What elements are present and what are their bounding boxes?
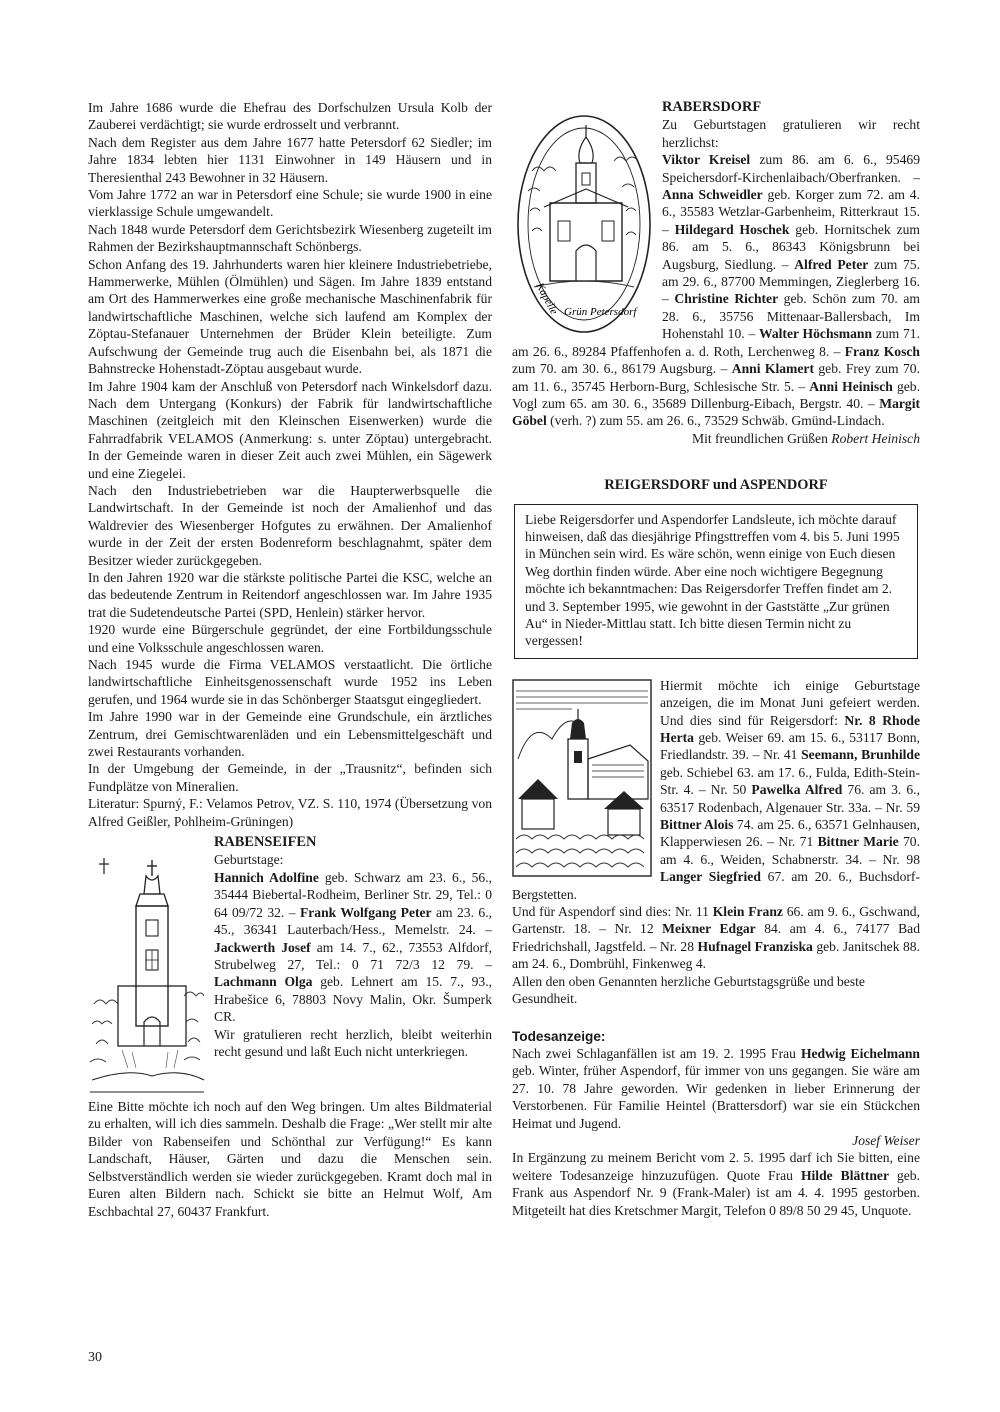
entry-details: zum 71. am 26. 6., 89284 Pfaffenhofen a. d. Roth, Lerchenweg 8. – [512,326,920,359]
obituary-text-start: Nach zwei Schlaganfällen ist am 19. 2. 1995 Frau [512,1045,801,1061]
signature-name: Josef Weiser [852,1132,920,1148]
person-name: Margit Göbel [512,395,920,429]
reigersdorf-intro: Hiermit möchte ich einige Geburtstage anzeigen, die im Monat Juni gefeiert werden. Und dies sind für Reigersdorf: [660,677,920,728]
person-name: Seemann, Brunhilde [801,747,920,763]
person-name: Hannich Adolfine [214,869,319,885]
person-name: Franz Kosch [844,343,920,359]
paragraph: Nach den Industriebetrieben war die Haupterwerbsquelle die Landwirtschaft. In der Gemeinde ist noch der Amalienhof und das Waldrevier des Wiesenberger Hofgutes zu erwähnen. Der Amalienhof wurde in der Zeit der ersten Bodenreform beschlagnahmt, später dem Besitzer wieder zurückgegeben. [88,482,492,568]
entry-details: 74. am 25. 6., 63571 Gelnhausen, Klapperwiesen 26. – Nr. 71 [660,817,920,850]
supplement-text-start: In Ergänzung zu meinem Bericht vom 2. 5. 1995 darf ich Sie bitten, eine weitere Todesanzeige hinzuzufügen. Quote Frau [512,1150,920,1183]
entry-details: geb. Frey zum 70. am 11. 6., 35745 Herborn-Burg, Schlesische Str. 5. – [512,361,920,394]
person-name: Frank Wolfgang Peter [299,904,432,920]
entry-details: (verh. ?) zum 55. am 26. 6., 73529 Schwäb. Gmünd-Lindach. [546,413,885,429]
announcement-text: Liebe Reigersdorfer und Aspendorfer Landsleute, ich möchte darauf hinweisen, daß das diesjährige Pfingsttreffen vom 4. bis 5. Juni 1995 in München sein wird. Es wäre schön, wenn einige von Euch diesen Weg dorthin finden würde. Aber eine noch wichtigere Begegnung möchte ich bekanntmachen: Das Reigersdorfer Treffen findet am 2. und 3. September 1995, wie gewohnt in der Gaststätte „Zur grünen Au“ in Nieder-Mittlau statt. Ich bitte diesen Termin nicht zu vergessen! [525,511,900,649]
announcement-box [514,504,918,659]
paragraph: Nach 1945 wurde die Firma VELAMOS verstaatlicht. Die örtliche landwirtschaftliche Einheitsgenossenschaft wurde 1952 ins Leben gerufen, und 1964 wurde sie in das Schönberger Staatsgut eingegliedert. [88,657,492,707]
entry-details: geb. Schön zum 70. am 28. 6., 35756 Mittenaar-Ballersbach, Im Hohenstahl 10. – [662,291,920,342]
entry-details: geb. Korger zum 72. am 4. 6., 35583 Wetzlar-Garbenheim, Ritterkraut 15. – [662,187,920,237]
reigersdorf-birthdays [512,677,920,1008]
chapel-seal [514,111,654,337]
person-name: Anni Klamert [731,361,814,377]
reigersdorf-section [512,477,920,1007]
right-column [512,99,920,1219]
paragraph: In den Jahren 1920 war die stärkste politische Partei die KSC, welche an das bedeutende Zentrum in Reitendorf angeschlossen war. Im Jahre 1935 trat die Sudetendeutsche Partei (SPD, Henlein) stärker hervor. [88,569,492,620]
entry-details: geb. Lehnert am 15. 7., 93., Hrabešice 6, 78803 Novy Malin, Okr. Šumperk CR. [214,974,492,1025]
entry-details: 70. am 4. 6., Weiden, Schabnerstr. 34. – Nr. 98 [660,834,920,867]
section-heading-rabenseifen: RABENSEIFEN [214,834,317,851]
supplement-text-end: geb. Frank aus Aspendorf Nr. 9 (Frank-Maler) ist am 4. 4. 1995 gestorben. Mitgeteilt hat dies Kretschmer Margit, Telefon 0 89/8 50 29 45, Unquote. [512,1167,920,1218]
paragraph: Nach 1848 wurde Petersdorf dem Gerichtsbezirk Wiesenberg zugeteilt im Rahmen der Bezirkshauptmannschaft Schönbergs. [88,221,492,255]
section-heading-reigersdorf: REIGERSDORF und ASPENDORF [604,477,828,494]
paragraph: Schon Anfang des 19. Jahrhunderts waren hier kleinere Industriebetriebe, Hammerwerke, Mühlen (Ölmühlen) und Sägen. Im Jahre 1839 entstand am Ort des Hammerwerkes eine große mechanische Maschinenfabrik für landwirtschaftliche Maschinen, welche sich laufend am Komplex der Zöptau-Stefanauer Unternehmen der Brüder Klein beteiligte. Zum Aufschwung der Gemeinde trug auch die Eisenbahn bei, als 1871 die Bahnstrecke Hohenstadt-Zöptau ausgebaut wurde. [88,256,492,377]
section-heading-rabersdorf: RABERSDORF [662,99,762,115]
page-number: 30 [88,1350,102,1365]
entry-details: am 23. 6., 45., 36341 Lauterbach/Hess., Memelstr. 24. – [214,904,492,938]
person-name: Jackwerth Josef [214,939,311,955]
person-name: Langer Siegfried [660,869,761,885]
person-name: Anna Schweidler [662,187,763,203]
entry-details: am 14. 7., 62., 73553 Alfdorf, Strubelweg 27, Tel.: 0 71 72/3 12 79. – [214,939,492,972]
person-name: Christine Richter [674,291,779,307]
person-name: Walter Höchsmann [759,326,873,342]
entry-details: geb. Janitschek 88. am 24. 6., Dombrühl, Finkenweg 4. [512,938,921,972]
person-name: Viktor Kreisel [662,152,751,168]
entry-details: zum 75. am 29. 6., 87700 Memmingen, Zieglerberg 16. – [662,256,920,307]
obituary-text [512,1045,920,1132]
rabenseifen-request: Eine Bitte möchte ich noch auf den Weg bringen. Um altes Bildmaterial zu erhalten, will ich dies sammeln. Deshalb die Frage: „Wer stellt mir alte Bilder von Rabenseifen und Schönthal zur Verfügung!“ Es kann Landschaft, Häuser, Gärten und dazu die Menschen sein. Selbstverständlich werden sie wieder zurückgegeben. Kramt doch mal in Euren alten Bildern nach. Schickt sie bitte an Helmut Wolf, Am Eschbachtal 27, 60437 Frankfurt. [88,1099,492,1219]
signoff-name: Robert Heinisch [831,430,920,446]
obituary-heading: Todesanzeige: [512,1028,606,1044]
person-name: Hilde Blättner [800,1167,889,1183]
entry-details: geb. Hornitschek zum 86. am 5. 6., 86343 Königsbrunn bei Augsburg, Siedlung. – [662,221,920,272]
rabersdorf-signoff [512,430,920,447]
seal-lettering: Grün Petersdorf [564,306,637,318]
paragraph: Im Jahre 1990 war in der Gemeinde eine Grundschule, ein ärztliches Zentrum, drei Gemischtwarenläden und ein Lebensmittelgeschäft und zwei Restaurants vorhanden. [88,709,492,760]
paragraph: 1920 wurde eine Bürgerschule gegründet, der eine Fortbildungsschule und eine Volksschule angeschlossen waren. [88,622,492,655]
birthday-greeting: Allen den oben Genannten herzliche Geburtstagsgrüße und beste Gesundheit. [512,973,865,1007]
person-name: Klein Franz [712,904,783,920]
entry-details: 66. am 9. 6., Gschwand, Gartenstr. 18. – Nr. 12 [512,904,920,937]
seal-lettering: Kapelle [533,280,561,317]
rabersdorf-section [512,99,920,447]
entry-details: geb. Vogl zum 65. am 30. 6., 35689 Dillenburg-Eibach, Bergstr. 40. – [512,378,920,411]
rabenseifen-intro: Geburtstage: [214,852,284,868]
left-column [88,99,492,1220]
obituary-text-end: geb. Winter, früher Aspendorf, für immer von uns gegangen. Sie wäre am 27. 10. 78 Jahre geworden. Wir gedenken in lieber Erinnerung der Verstorbenen. Für Familie Heintel (Brattersdorf) war sie ein Stückchen Heimat und Jugend. [512,1063,920,1131]
paragraph: Im Jahre 1686 wurde die Ehefrau des Dorfschulzen Ursula Kolb der Zauberei verdächtigt; sie wurde erdrosselt und verbrannt. [88,100,492,133]
aspendorf-birthday-list [512,903,920,973]
person-name: Bittner Marie [817,834,899,850]
person-name: Hufnagel Franziska [697,938,813,954]
entry-details: geb. Schiebel 63. am 17. 6., Fulda, Edith-Stein-Str. 4. – Nr. 50 [660,764,920,798]
entry-details: 84. am 4. 6., 74177 Bad Friedrichshall, Jagstfeld. – Nr. 28 [512,921,920,954]
paragraph: Literatur: Spurný, F.: Velamos Petrov, VZ. S. 110, 1974 (Übersetzung von Alfred Geißler, Pohlheim-Grüningen) [88,796,492,829]
rabenseifen-closing: Wir gratulieren recht herzlich, bleibt weiterhin recht gesund und laßt Euch nicht unterkriegen. [214,1026,492,1059]
village-drawing [512,679,652,877]
signoff-text: Mit freundlichen Grüßen [691,430,832,446]
obituary-supplement [512,1149,920,1219]
person-name: Alfred Peter [794,256,869,272]
church-drawing [88,854,206,1096]
person-name: Pawelka Alfred [751,782,843,798]
rabersdorf-intro: Zu Geburtstagen gratulieren wir recht herzlichst: [662,117,920,150]
person-name: Anni Heinisch [809,378,893,394]
obituary-signature [512,1132,920,1149]
aspendorf-intro: Und für Aspendorf sind dies: Nr. 11 [512,904,713,920]
person-name: Meixner Edgar [662,921,756,937]
entry-details: 67. am 20. 6., Buchsdorf-Bergstetten. [512,869,920,902]
todesanzeige-section [512,1028,920,1219]
entry-details: zum 70. am 30. 6., 86179 Augsburg. – [512,361,732,377]
person-name: Hildegard Hoschek [674,221,790,237]
paragraph: Im Jahre 1904 kam der Anschluß von Petersdorf nach Winkelsdorf dazu. Nach dem Untergang (Konkurs) der Fabrik für landwirtschaftliche Maschinen (zeitgleich mit den Kleinschen Eisenwerken) wurde die Fahrradfabrik VELAMOS (Anmerkung: s. unter Zöptau) untergebracht. In der Gemeinde waren in dieser Zeit auch zwei Mühlen, ein Sägewerk und eine Ziegelei. [88,378,492,481]
paragraph: Nach dem Register aus dem Jahre 1677 hatte Petersdorf 62 Siedler; im Jahre 1834 lebten hier 1131 Einwohner in 149 Häusern und in Theresienthal 243 Bewohner in 32 Häusern. [88,134,492,185]
paragraph: Vom Jahre 1772 an war in Petersdorf eine Schule; sie wurde 1900 in eine vierklassige Schule umgewandelt. [88,187,492,220]
person-name: Hedwig Eichelmann [800,1045,920,1061]
entry-details: geb. Weiser 69. am 15. 6., 53117 Bonn, Friedlandstr. 39. – Nr. 41 [660,730,920,763]
person-name: Nr. 8 Rhode Herta [660,712,920,745]
entry-details: zum 86. am 6. 6., 95469 Speichersdorf-Kirchenlaibach/Oberfranken. – [662,152,920,185]
entry-details: geb. Schwarz am 23. 6., 56., 35444 Biebertal-Rodheim, Berliner Str. 29, Tel.: 0 64 09/72 32. – [214,869,492,920]
rabenseifen-section [88,834,492,1220]
paragraph: In der Umgebung der Gemeinde, in der „Trausnitz“, befinden sich Fundplätze von Mineralien. [88,761,492,794]
person-name: Bittner Alois [660,817,734,833]
entry-details: 76. am 3. 6., 63517 Rodenbach, Algenauer Str. 33a. – Nr. 59 [660,782,920,815]
person-name: Lachmann Olga [214,974,313,990]
